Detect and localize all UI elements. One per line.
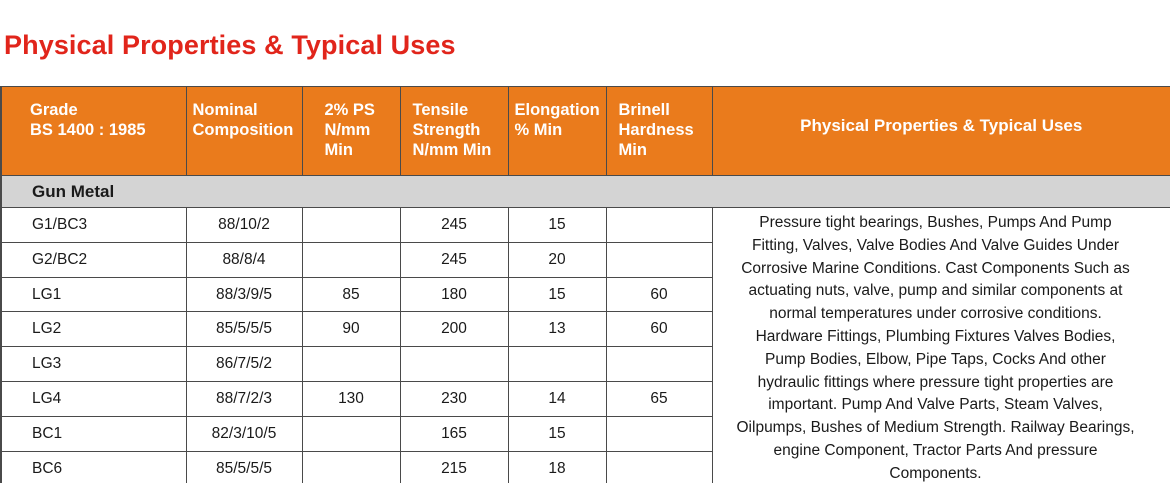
cell-nominal: 88/3/9/5 <box>186 277 302 312</box>
cell-ps <box>302 242 400 277</box>
cell-brinell: 60 <box>606 312 712 347</box>
header-row <box>1 87 1170 176</box>
header-proof-stress: 2% PS N/mm Min <box>302 87 400 176</box>
cell-elongation: 20 <box>508 242 606 277</box>
cell-tensile: 215 <box>400 451 508 483</box>
cell-ps: 130 <box>302 382 400 417</box>
cell-brinell: 65 <box>606 382 712 417</box>
cell-tensile: 245 <box>400 208 508 243</box>
cell-elongation: 15 <box>508 277 606 312</box>
cell-grade: G1/BC3 <box>1 208 186 243</box>
cell-tensile: 200 <box>400 312 508 347</box>
cell-nominal: 82/3/10/5 <box>186 416 302 451</box>
cell-elongation: 15 <box>508 416 606 451</box>
group-label: Gun Metal <box>1 176 1170 208</box>
cell-ps: 85 <box>302 277 400 312</box>
cell-nominal: 86/7/5/2 <box>186 347 302 382</box>
header-brinell-hardness: Brinell Hardness Min <box>606 87 712 176</box>
cell-elongation <box>508 347 606 382</box>
cell-grade: LG3 <box>1 347 186 382</box>
cell-brinell <box>606 416 712 451</box>
cell-nominal: 85/5/5/5 <box>186 451 302 483</box>
cell-elongation: 18 <box>508 451 606 483</box>
cell-brinell <box>606 451 712 483</box>
cell-grade: LG4 <box>1 382 186 417</box>
cell-tensile: 245 <box>400 242 508 277</box>
cell-ps <box>302 347 400 382</box>
header-typical-uses: Physical Properties & Typical Uses <box>712 87 1170 176</box>
header-grade: Grade BS 1400 : 1985 <box>1 87 186 176</box>
table-row <box>1 208 1170 243</box>
header-elongation: Elongation % Min <box>508 87 606 176</box>
cell-ps <box>302 416 400 451</box>
cell-elongation: 13 <box>508 312 606 347</box>
cell-brinell <box>606 208 712 243</box>
cell-nominal: 88/8/4 <box>186 242 302 277</box>
cell-elongation: 15 <box>508 208 606 243</box>
cell-nominal: 88/10/2 <box>186 208 302 243</box>
page-title: Physical Properties & Typical Uses <box>4 30 456 60</box>
cell-brinell <box>606 242 712 277</box>
cell-brinell: 60 <box>606 277 712 312</box>
cell-nominal: 85/5/5/5 <box>186 312 302 347</box>
cell-grade: BC6 <box>1 451 186 483</box>
cell-grade: LG2 <box>1 312 186 347</box>
properties-table <box>0 86 1170 483</box>
cell-grade: BC1 <box>1 416 186 451</box>
cell-tensile <box>400 347 508 382</box>
cell-tensile: 165 <box>400 416 508 451</box>
cell-nominal: 88/7/2/3 <box>186 382 302 417</box>
cell-ps: 90 <box>302 312 400 347</box>
cell-brinell <box>606 347 712 382</box>
cell-ps <box>302 208 400 243</box>
cell-ps <box>302 451 400 483</box>
header-nominal-composition: Nominal Composition <box>186 87 302 176</box>
cell-grade: G2/BC2 <box>1 242 186 277</box>
cell-tensile: 180 <box>400 277 508 312</box>
group-row <box>1 176 1170 208</box>
cell-grade: LG1 <box>1 277 186 312</box>
cell-tensile: 230 <box>400 382 508 417</box>
typical-uses-text: Pressure tight bearings, Bushes, Pumps And Pump Fitting, Valves, Valve Bodies And Valve Guides Under Corrosive Marine Conditions. Cast Components Such as actuating nuts, valve, pump and similar components at normal temperatures under corrosive conditions. Hardware Fittings, Plumbing Fixtures Valves Bodies, Pump Bodies, Elbow, Pipe Taps, Cocks And other hydraulic fittings where pressure tight properties are important. Pump And Valve Parts, Steam Valves, Oilpumps, Bushes of Medium Strength. Railway Bearings, engine Component, Tractor Parts And pressure Components. <box>712 208 1170 483</box>
header-tensile-strength: Tensile Strength N/mm Min <box>400 87 508 176</box>
cell-elongation: 14 <box>508 382 606 417</box>
